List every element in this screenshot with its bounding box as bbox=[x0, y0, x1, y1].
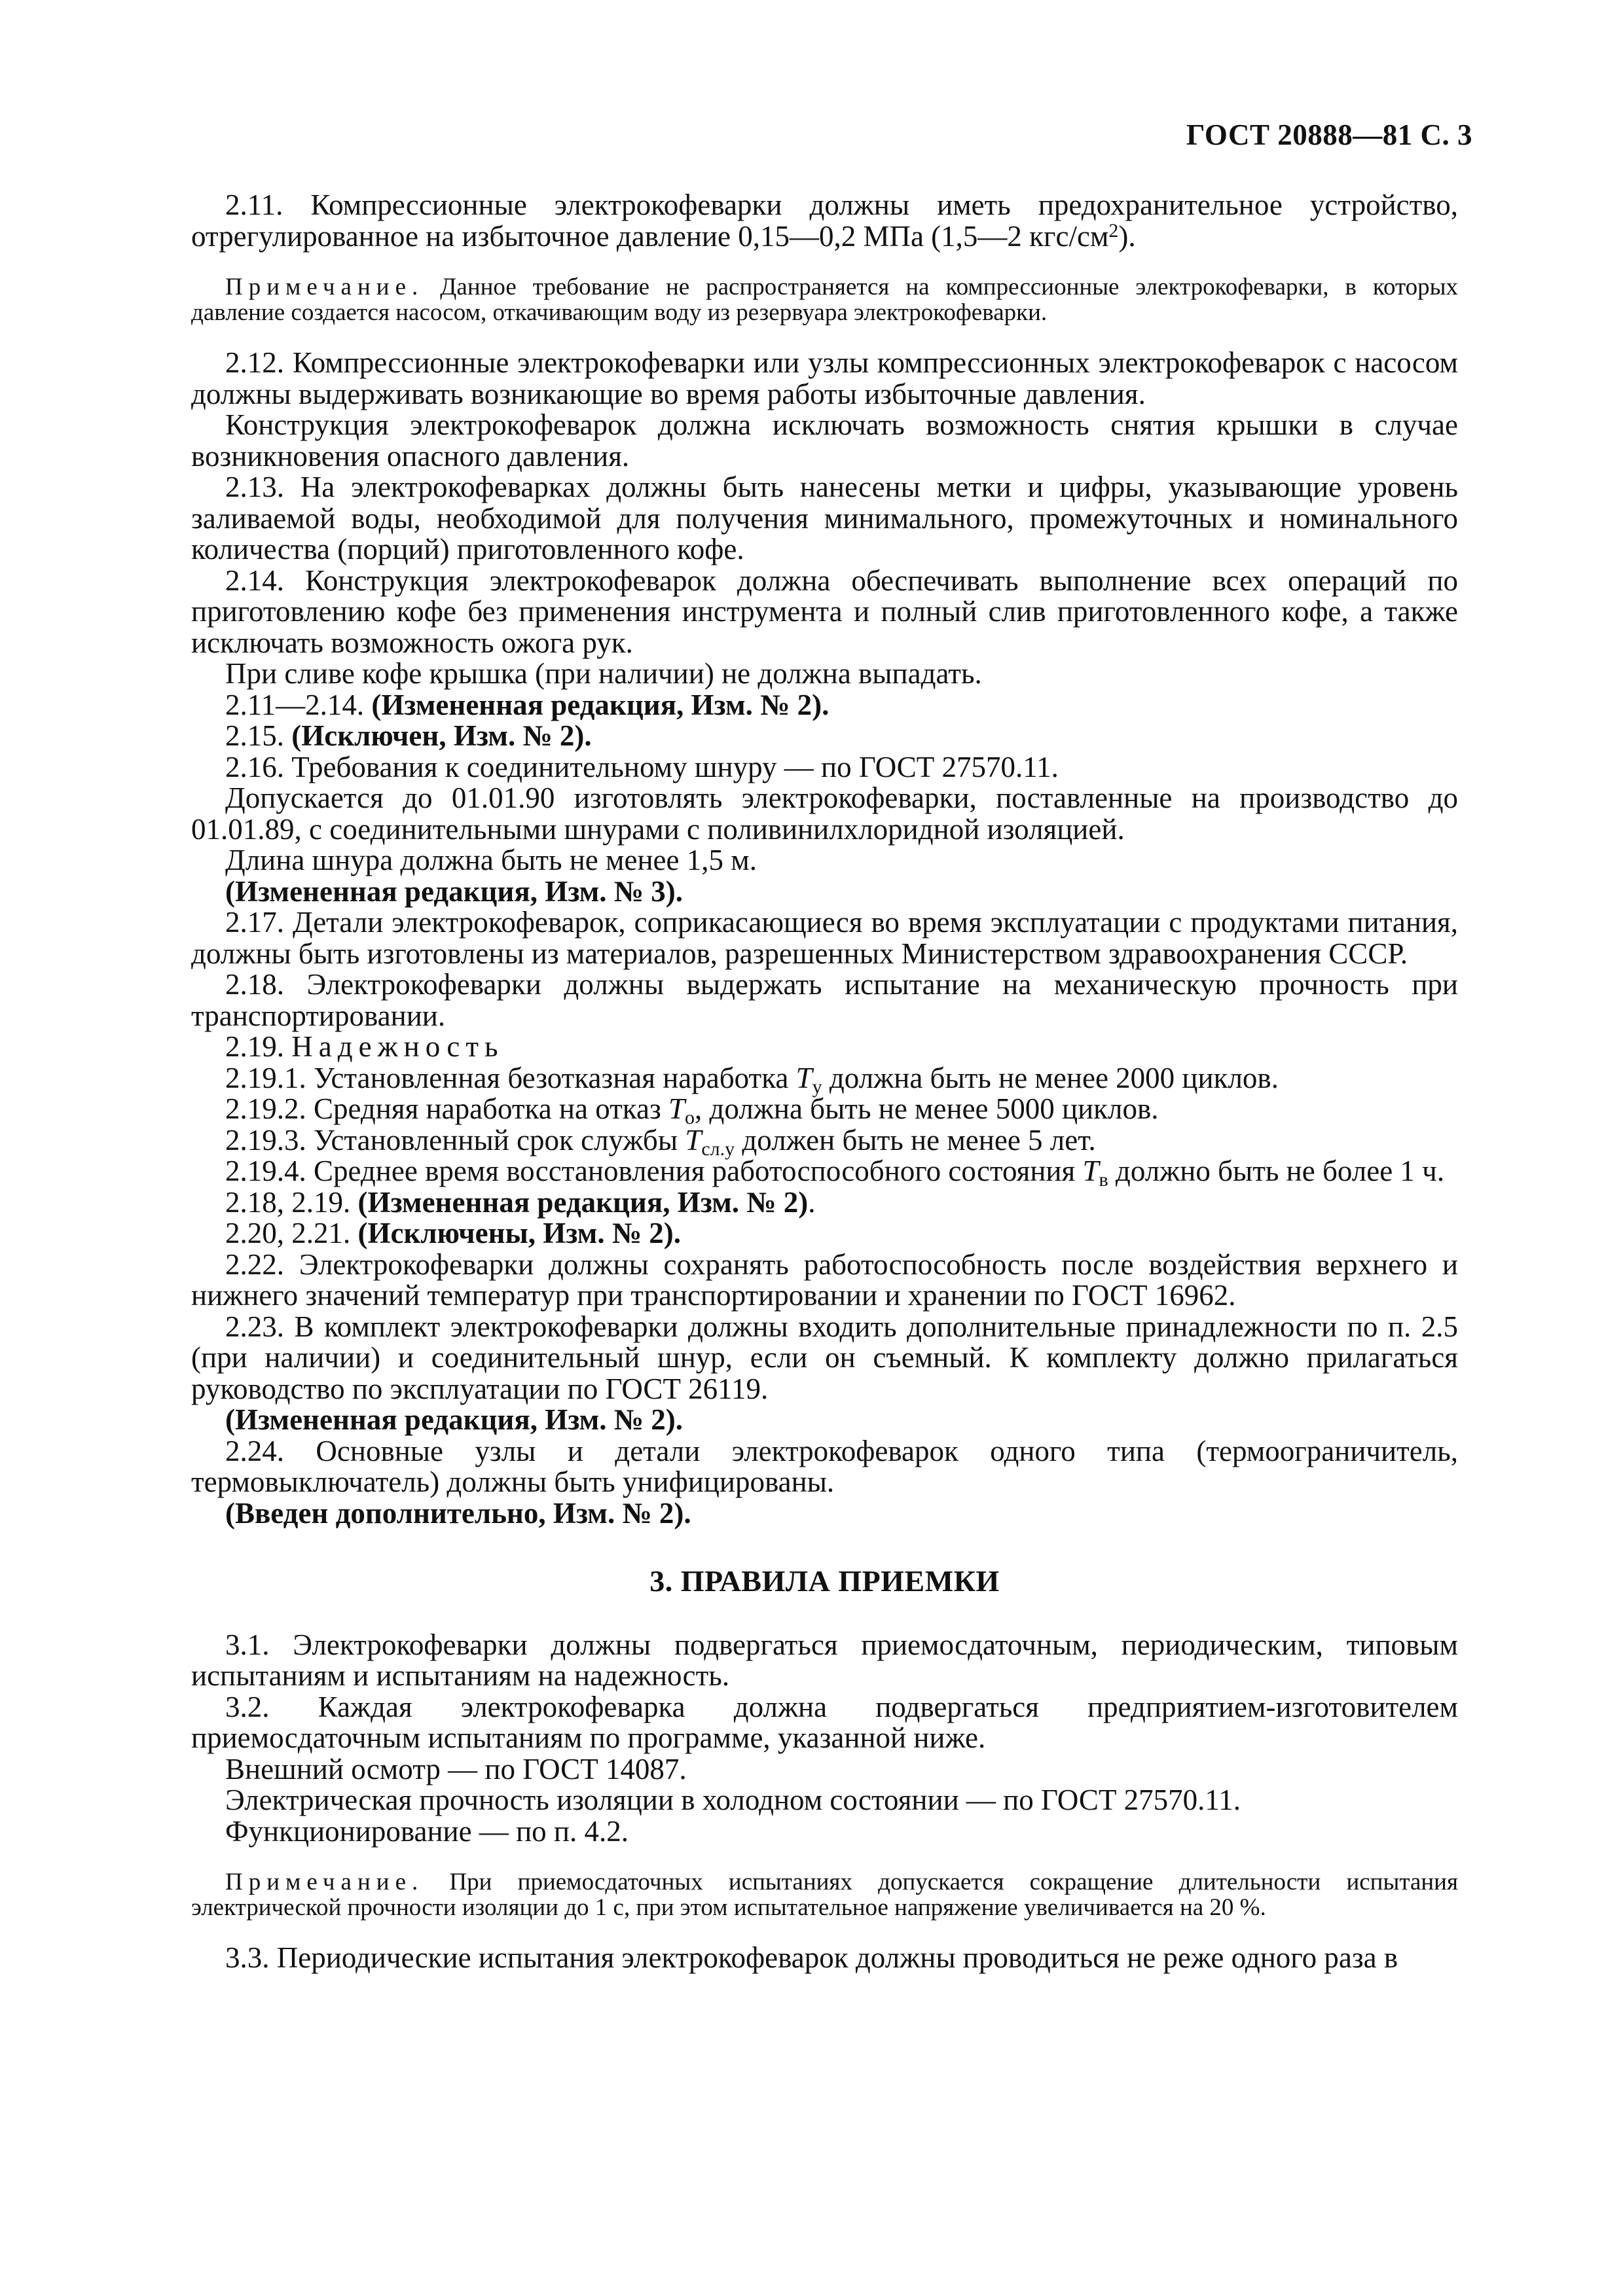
clause-2-12: 2.12. Компрессионные электрокофеварки или узлы компрессионных электрокофеварок с насосом должны выдерживать возникающие во время работы избыточные давления. bbox=[191, 346, 1458, 410]
note-label: Примечание. bbox=[225, 1869, 424, 1895]
amendment-2-23: (Измененная редакция, Изм. № 2). bbox=[225, 1403, 684, 1436]
amendment-2-16: (Измененная редакция, Изм. № 3). bbox=[225, 874, 684, 908]
amendment-2-18-2-19: 2.18, 2.19. (Измененная редакция, Изм. № 2). bbox=[225, 1185, 816, 1219]
clause-2-22: 2.22. Электрокофеварки должны сохранять работоспособность после воздействия верхнего и нижнего значений температур при транспортировании и хранении по ГОСТ 16962. bbox=[191, 1247, 1458, 1312]
clause-2-15: 2.15. (Исключен, Изм. № 2). bbox=[225, 719, 592, 752]
page-header: ГОСТ 20888—81 С. 3 bbox=[1186, 118, 1472, 151]
clause-3-2-insulation: Электрическая прочность изоляции в холодном состоянии — по ГОСТ 27570.11. bbox=[225, 1784, 1241, 1816]
clause-2-19-1: 2.19.1. Установленная безотказная наработка $T_у$ должна быть не менее 2000 циклов. bbox=[225, 1061, 1279, 1098]
clause-3-2: 3.2. Каждая электрокофеварка должна подвергаться предприятием-изготовителем приемосдаточным испытаниям по программе, указанной ниже. bbox=[191, 1690, 1458, 1754]
section-3-title: 3. ПРАВИЛА ПРИЕМКИ bbox=[649, 1564, 1000, 1598]
clause-2-13: 2.13. На электрокофеварках должны быть нанесены метки и цифры, указывающие уровень заливаемой воды, необходимой для получения минимального, промежуточных и номинального количества (порций) приготовленного кофе. bbox=[191, 471, 1458, 565]
clause-3-1: 3.1. Электрокофеварки должны подвергаться приемосдаточным, периодическим, типовым испытаниям и испытаниям на надежность. bbox=[191, 1628, 1458, 1692]
clause-2-24: 2.24. Основные узлы и детали электрокофеварок одного типа (термоограничитель, термовыключатель) должны быть унифицированы. bbox=[191, 1434, 1458, 1498]
clause-2-12-continued: Конструкция электрокофеварок должна исключать возможность снятия крышки в случае возникновения опасного давления. bbox=[191, 408, 1458, 473]
clause-2-16: 2.16. Требования к соединительному шнуру — по ГОСТ 27570.11. bbox=[225, 750, 1059, 783]
clause-2-18: 2.18. Электрокофеварки должны выдержать испытание на механическую прочность при транспортировании. bbox=[191, 968, 1458, 1032]
clause-2-16-continued: Допускается до 01.01.90 изготовлять электрокофеварки, поставленные на производство до 01.01.89, с соединительными шнурами с поливинилхлоридной изоляцией. bbox=[191, 781, 1458, 846]
note-label: Примечание. bbox=[225, 274, 424, 300]
clause-2-19-3: 2.19.3. Установленный срок службы $T_{сл.у}$ должен быть не менее 5 лет. bbox=[225, 1123, 1096, 1160]
clause-2-11: 2.11. Компрессионные электрокофеварки должны иметь предохранительное устройство, отрегулированное на избыточное давление 0,15—0,2 МПа (1,5—2 кгс/$см^2$). bbox=[191, 188, 1458, 253]
clause-2-23: 2.23. В комплект электрокофеварки должны входить дополнительные принадлежности по п. 2.5 (при наличии) и соединительный шнур, если он съемный. К комплекту должно прилагаться руководство по эксплуатации по ГОСТ 26119. bbox=[191, 1310, 1458, 1405]
note-2: Примечание. При приемосдаточных испытаниях допускается сокращение длительности испытания электрической прочности изоляции до 1 с, при этом испытательное напряжение увеличивается на 20 %. bbox=[191, 1869, 1458, 1921]
amendment-2-11-2-14: 2.11—2.14. (Измененная редакция, Изм. № 2). bbox=[225, 688, 830, 721]
clause-2-19: 2.19. Надежность bbox=[225, 1030, 504, 1063]
clause-3-2-visual-inspection: Внешний осмотр — по ГОСТ 14087. bbox=[225, 1752, 687, 1785]
amendment-2-24: (Введен дополнительно, Изм. № 2). bbox=[225, 1496, 691, 1530]
clause-2-19-2: 2.19.2. Средняя наработка на отказ $T_о$, должна быть не менее 5000 циклов. bbox=[225, 1092, 1159, 1128]
document-body bbox=[191, 190, 1458, 1974]
clause-2-19-4: 2.19.4. Среднее время восстановления работоспособного состояния $T_в$ должно быть не более 1 ч. bbox=[225, 1155, 1445, 1191]
clause-3-2-function: Функционирование — по п. 4.2. bbox=[225, 1814, 629, 1848]
clause-2-14-continued: При сливе кофе крышка (при наличии) не должна выпадать. bbox=[225, 657, 982, 690]
clause-2-16-cord-length: Длина шнура должна быть не менее 1,5 м. bbox=[225, 844, 757, 876]
clause-2-14: 2.14. Конструкция электрокофеварок должна обеспечивать выполнение всех операций по приготовлению кофе без применения инструмента и полный слив приготовленного кофе, а также исключать возможность ожога рук. bbox=[191, 564, 1458, 659]
clause-3-3: 3.3. Периодические испытания электрокофеварок должны проводиться не реже одного раза в bbox=[225, 1941, 1398, 1974]
clause-2-20-2-21: 2.20, 2.21. (Исключены, Изм. № 2). bbox=[225, 1217, 682, 1249]
clause-2-17: 2.17. Детали электрокофеварок, соприкасающиеся во время эксплуатации с продуктами питания, должны быть изготовлены из материалов, разрешенных Министерством здравоохранения СССР. bbox=[191, 906, 1458, 970]
note-1: Примечание. Данное требование не распространяется на компрессионные электрокофеварки, в которых давление создается насосом, откачивающим воду из резервуара электрокофеварки. bbox=[191, 274, 1458, 326]
